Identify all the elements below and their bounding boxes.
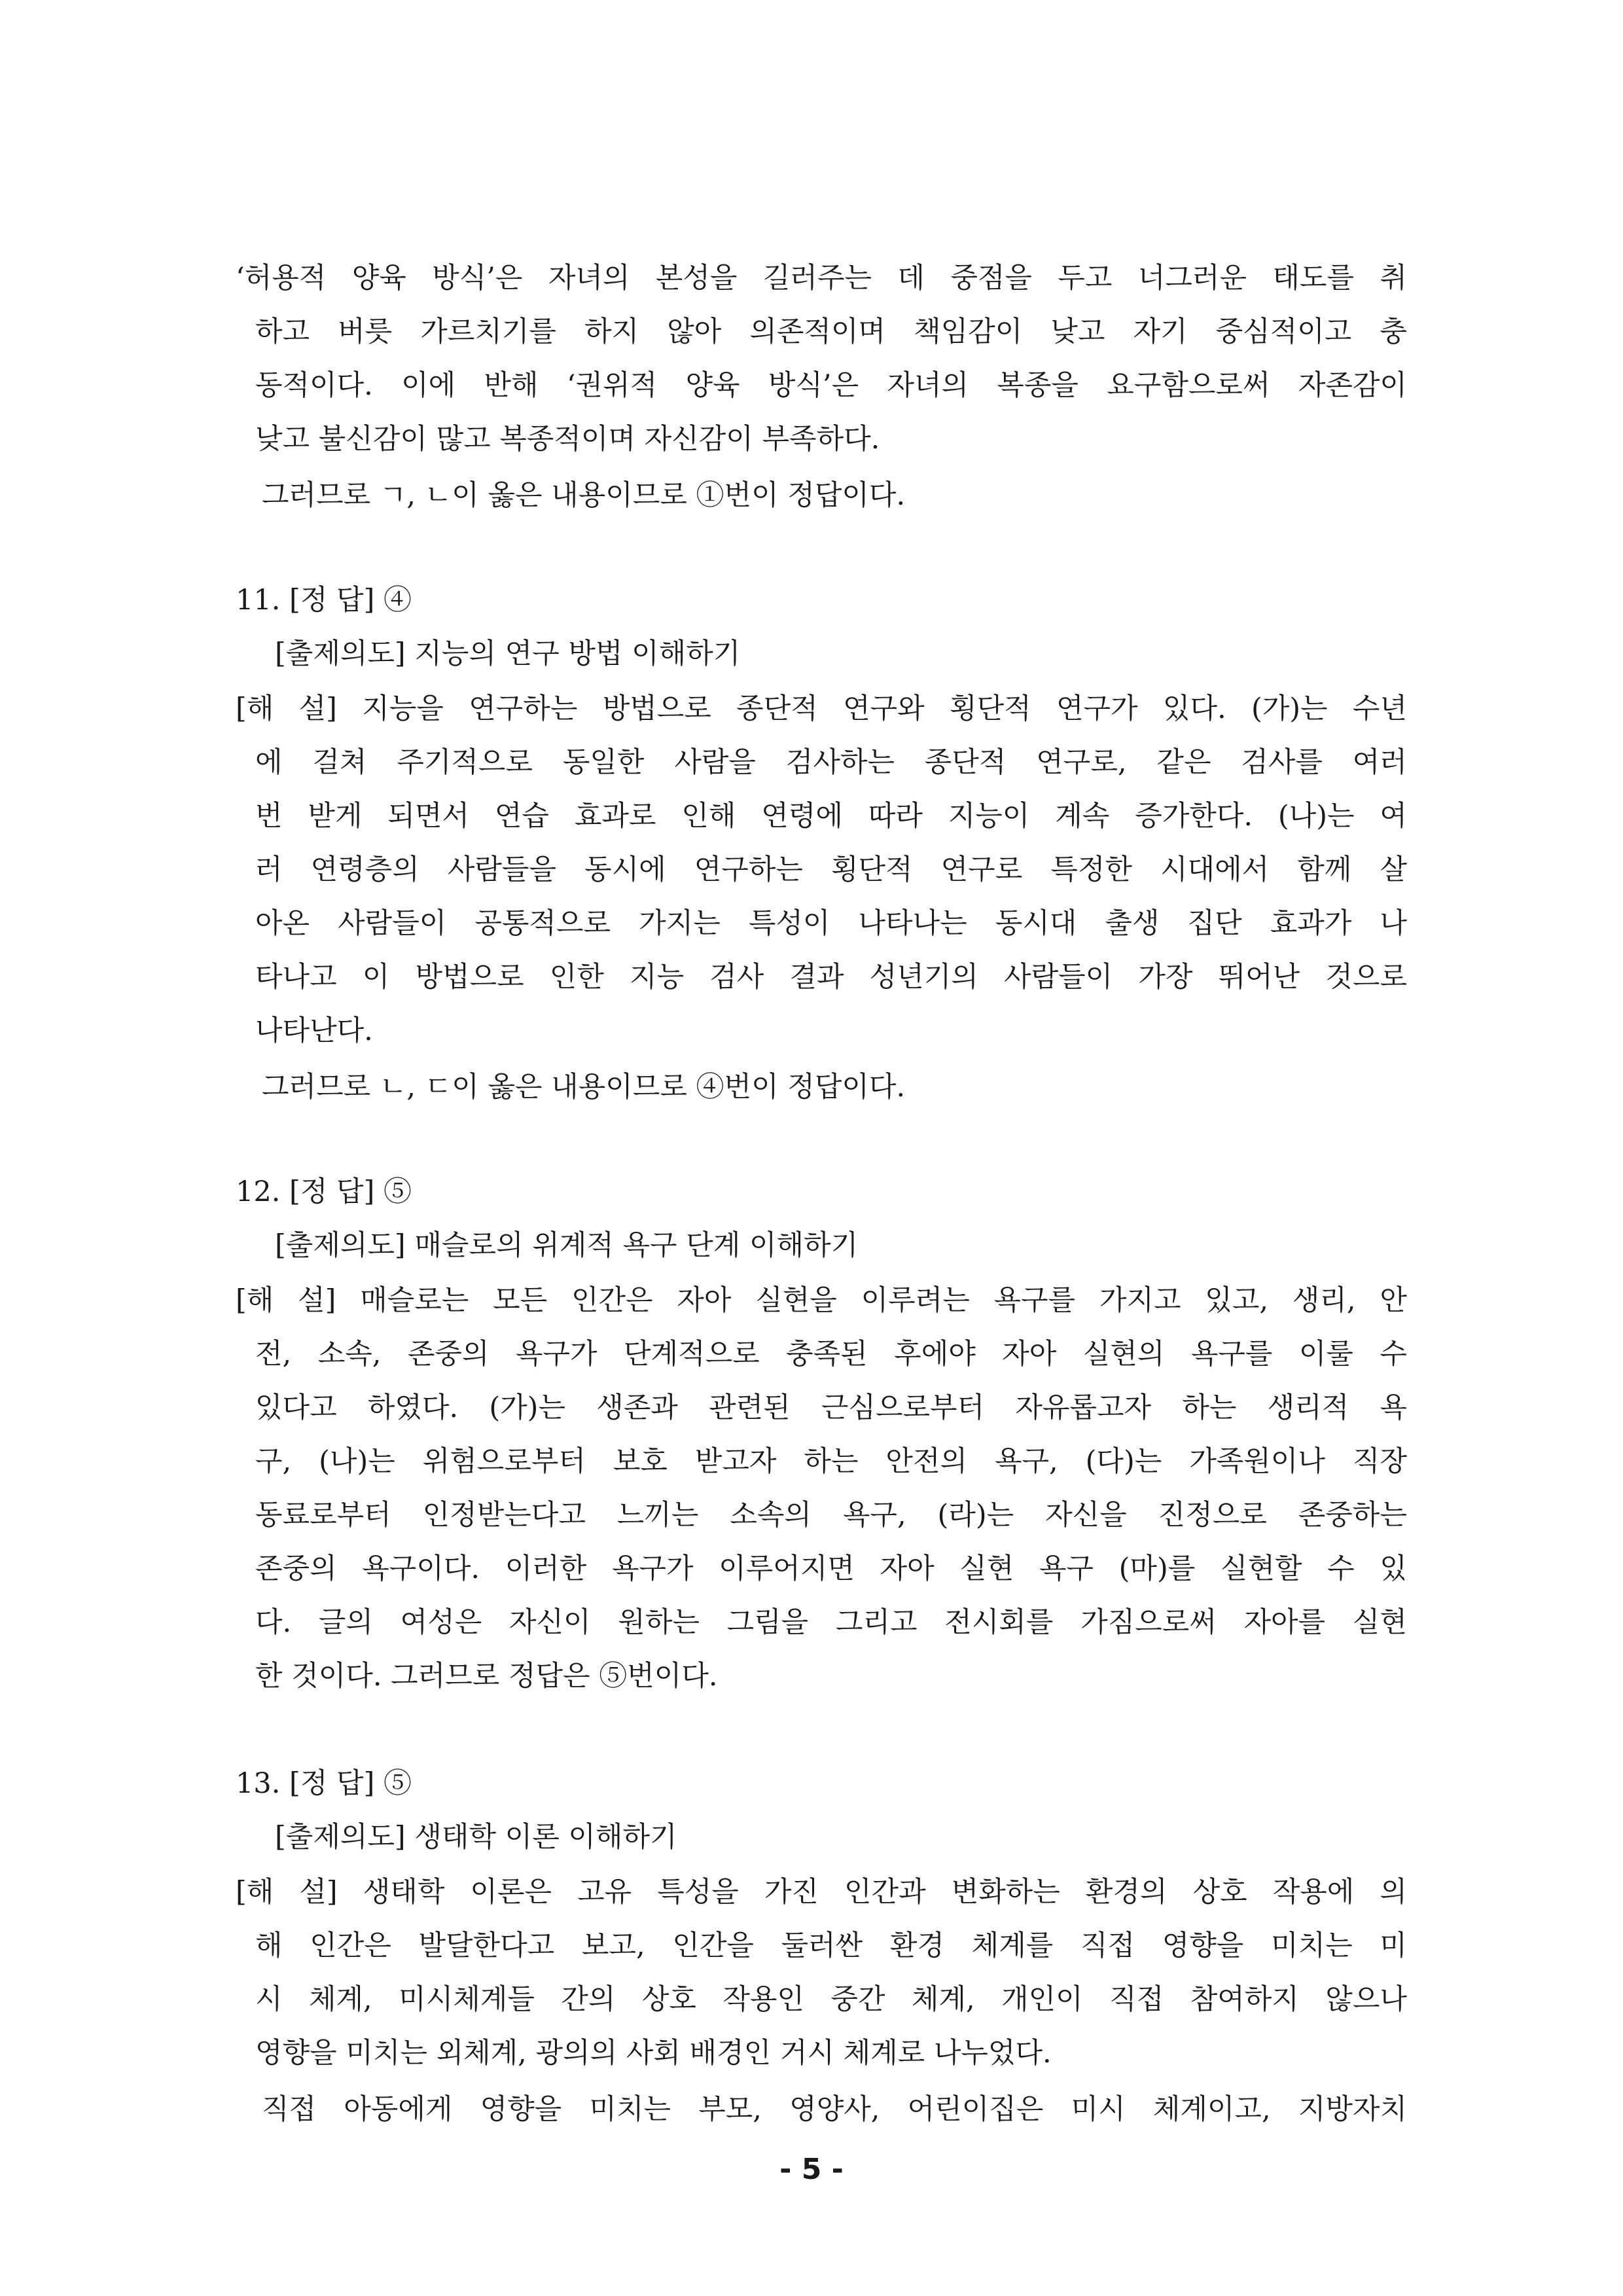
word: (다)는 [1085, 1445, 1162, 1478]
q12-explanation-line: 한 것이다. 그러므로 정답은 ⑤번이다. [255, 1660, 718, 1693]
q12-explanation-line [236, 1281, 1407, 1320]
word: 사람들이 [1004, 961, 1113, 994]
word: 너그러운 [1137, 262, 1247, 295]
word: 길러주는 [762, 262, 872, 295]
word: 검사를 [1241, 746, 1323, 779]
word: 해 [255, 1929, 283, 1962]
word: (가)는 [1251, 692, 1328, 725]
word: 부모, [698, 2093, 762, 2126]
word: 욕구를 [993, 1284, 1076, 1317]
word: 변화하는 [951, 1876, 1060, 1909]
word: 자존감이 [1298, 369, 1407, 402]
word: 직접 [1109, 1983, 1164, 2016]
word: 의 [1380, 1876, 1407, 1909]
word: 욕구가 [611, 1552, 694, 1585]
word: 연구하는 [694, 853, 803, 886]
word: 사람들이 [338, 907, 447, 940]
intro-line [236, 259, 1407, 298]
word: 중점을 [950, 262, 1032, 295]
word: 가장 [1138, 961, 1193, 994]
word: 생리적 [1267, 1391, 1349, 1424]
word: 여 [1380, 800, 1407, 833]
word: ‘권위적 [566, 369, 658, 402]
word: 매슬로는 [360, 1284, 469, 1317]
word: 두고 [1058, 262, 1113, 295]
word: 의존적이며 [749, 315, 886, 348]
word: 취 [1380, 262, 1407, 295]
word: 자기 [1133, 315, 1188, 348]
word: 소속, [317, 1338, 382, 1371]
word: 횡단적 [950, 692, 1031, 725]
word: (마)를 [1118, 1552, 1196, 1585]
word: 미시 [1071, 2093, 1126, 2126]
word: 것으로 [1325, 961, 1407, 994]
word: 생리, [1292, 1284, 1356, 1317]
word: 직접 [1080, 1929, 1135, 1962]
word: 이에 [401, 369, 456, 402]
word: 미치는 [1271, 1929, 1353, 1962]
word: 느끼는 [616, 1499, 699, 1532]
word: 간의 [561, 1983, 616, 2016]
word: 설] [298, 1284, 336, 1317]
word: 미시체계들 [399, 1983, 535, 2016]
word: 이룰 [1298, 1338, 1353, 1371]
word: 자신이 [508, 1606, 591, 1639]
word: 이루어지면 [719, 1552, 855, 1585]
word: 참여하지 [1190, 1983, 1299, 2016]
q12-explanation-line [255, 1335, 1407, 1374]
word: 욕구, [842, 1499, 906, 1532]
word: 둘러싼 [781, 1929, 863, 1962]
word: 환경 [889, 1929, 944, 1962]
intro-conclusion: 그러므로 ㄱ, ㄴ이 옳은 내용이므로 ①번이 정답이다. [262, 479, 906, 512]
word: 보호 [613, 1445, 668, 1478]
word: 특정한 [1050, 853, 1132, 886]
word: 존중의 [255, 1552, 337, 1585]
word: 자녀의 [887, 369, 969, 402]
word: 자아 [880, 1552, 935, 1585]
word: 종단적 [924, 746, 1007, 779]
word: 양육 [351, 262, 406, 295]
word: 않으나 [1325, 1983, 1407, 2016]
q12-explanation-line [255, 1549, 1407, 1588]
word: 욕구이다. [362, 1552, 480, 1585]
word: (나)는 [319, 1445, 395, 1478]
word: (라)는 [937, 1499, 1014, 1532]
word: 근심으로부터 [821, 1391, 985, 1424]
word: 연구로 [940, 853, 1023, 886]
q12-intent: [출제의도] 매슬로의 위계적 욕구 단계 이해하기 [275, 1229, 859, 1262]
word: 중심적이고 [1215, 315, 1352, 348]
word: 다. [255, 1606, 292, 1639]
word: 미 [1380, 1929, 1407, 1962]
word: 주기적으로 [397, 746, 533, 779]
word: 충 [1380, 315, 1407, 348]
word: 인간과 [844, 1876, 926, 1909]
word: 자녀의 [548, 262, 630, 295]
word: 존중하는 [1298, 1499, 1407, 1532]
word: 연령층의 [310, 853, 419, 886]
q13-intent: [출제의도] 생태학 이론 이해하기 [275, 1821, 677, 1854]
word: 자신을 [1045, 1499, 1127, 1532]
word: 인간을 [672, 1929, 754, 1962]
word: 위험으로부터 [422, 1445, 586, 1478]
q13-answer: 13. [정 답] ⑤ [236, 1767, 412, 1800]
word: 인정받는다고 [422, 1499, 586, 1532]
word: 타나고 [255, 961, 337, 994]
word: 안전의 [885, 1445, 968, 1478]
word: 가족원이나 [1189, 1445, 1325, 1478]
q11-explanation-line [255, 958, 1407, 997]
word: 인간은 [571, 1284, 653, 1317]
word: 가지고 [1099, 1284, 1181, 1317]
word: 안 [1380, 1284, 1407, 1317]
word: 버릇 [338, 315, 393, 348]
word: 특성이 [748, 907, 830, 940]
word: 연습 [494, 800, 549, 833]
word: 실현할 [1220, 1552, 1302, 1585]
intro-line: 낮고 불신감이 많고 복종적이며 자신감이 부족하다. [255, 423, 880, 456]
word: 나 [1380, 907, 1407, 940]
q11-explanation-line [255, 743, 1407, 782]
word: 직장 [1352, 1445, 1407, 1478]
word: 효과가 [1270, 907, 1352, 940]
word: 집단 [1187, 907, 1242, 940]
word: [해 [236, 1876, 274, 1909]
word: 아동에게 [344, 2093, 453, 2126]
q13-next-paragraph [262, 2090, 1407, 2129]
word: 횡단적 [830, 853, 913, 886]
q11-explanation-line [255, 850, 1407, 889]
word: 자아 [677, 1284, 732, 1317]
word: 구, [255, 1445, 292, 1478]
word: 복종을 [997, 369, 1079, 402]
word: 욕구 [1039, 1552, 1094, 1585]
q11-conclusion: 그러므로 ㄴ, ㄷ이 옳은 내용이므로 ④번이 정답이다. [262, 1071, 906, 1103]
word: 책임감이 [914, 315, 1023, 348]
word: 체계이고, [1152, 2093, 1271, 2126]
word: 검사하는 [785, 746, 895, 779]
q11-intent: [출제의도] 지능의 연구 방법 이해하기 [275, 637, 741, 670]
intro-line [255, 312, 1407, 351]
word: 방식’은 [768, 369, 859, 402]
word: 같은 [1156, 746, 1211, 779]
word: 번 [255, 800, 283, 833]
word: 살 [1380, 853, 1407, 886]
word: 영향을 [1162, 1929, 1244, 1962]
word: 후에야 [894, 1338, 976, 1371]
word: 인간은 [310, 1929, 391, 1962]
word: 여성은 [400, 1606, 482, 1639]
word: 효과로 [574, 800, 656, 833]
word: 욕구, [994, 1445, 1058, 1478]
word: 증가한다. [1135, 800, 1253, 833]
word: 환경의 [1085, 1876, 1168, 1909]
word: 동료로부터 [255, 1499, 391, 1532]
q13-explanation-line [236, 1873, 1407, 1912]
word: 미치는 [589, 2093, 671, 2126]
word: 존중의 [407, 1338, 490, 1371]
word: 인한 [549, 961, 604, 994]
word: 자유롭고자 [1015, 1391, 1152, 1424]
word: 가르치기를 [420, 315, 556, 348]
word: 공통적으로 [474, 907, 611, 940]
word: 데 [897, 262, 925, 295]
page-number: - 5 - [779, 2153, 844, 2186]
word: 지능 [630, 961, 685, 994]
word: 관련된 [709, 1391, 791, 1424]
word: 연구로, [1036, 746, 1127, 779]
word: 상호 [1192, 1876, 1247, 1909]
q11-answer: 11. [정 답] ④ [236, 584, 412, 617]
word: 작용인 [722, 1983, 804, 2016]
word: 작용에 [1272, 1876, 1355, 1909]
word: 실현을 [755, 1284, 837, 1317]
word: 종단적 [736, 692, 818, 725]
word: 전, [255, 1338, 292, 1371]
word: 글의 [318, 1606, 373, 1639]
word: (가)는 [489, 1391, 565, 1424]
word: 방법으로 [602, 692, 711, 725]
q13-explanation-line [255, 1980, 1407, 2019]
word: 설] [298, 692, 337, 725]
word: 자아를 [1243, 1606, 1326, 1639]
word: 결과 [789, 961, 844, 994]
word: 어린이집은 [907, 2093, 1044, 2126]
word: 원하는 [618, 1606, 700, 1639]
word: 수년 [1352, 692, 1407, 725]
word: 뛰어난 [1218, 961, 1300, 994]
word: (나)는 [1277, 800, 1355, 833]
word: 되면서 [387, 800, 469, 833]
word: 보고, [581, 1929, 645, 1962]
word: 영양사, [789, 2093, 880, 2126]
word: 단계적으로 [623, 1338, 760, 1371]
word: 가지는 [639, 907, 721, 940]
word: 동시대 [995, 907, 1077, 940]
q12-explanation-line [255, 1496, 1407, 1535]
word: 동일한 [562, 746, 645, 779]
word: 중간 [830, 1983, 885, 2016]
word: 생태학 [363, 1876, 445, 1909]
word: 러 [255, 853, 283, 886]
q11-explanation-line [255, 797, 1407, 836]
word: 하였다. [367, 1391, 459, 1424]
word: 연구와 [843, 692, 925, 725]
q13-explanation-line [255, 1926, 1407, 1965]
word: 수 [1327, 1552, 1355, 1585]
word: 받고자 [694, 1445, 777, 1478]
word: 낮고 [1050, 315, 1105, 348]
word: 가진 [764, 1876, 819, 1909]
word: [해 [236, 1284, 274, 1317]
word: 전시회를 [944, 1606, 1054, 1639]
word: 특성을 [657, 1876, 739, 1909]
word: 사람을 [674, 746, 756, 779]
word: 있 [1380, 1552, 1407, 1585]
word: 하는 [804, 1445, 859, 1478]
word: 직접 [262, 2093, 317, 2126]
word: 아온 [255, 907, 310, 940]
word: 체계를 [971, 1929, 1054, 1962]
word: 실현 [1352, 1606, 1407, 1639]
word: 수 [1380, 1338, 1407, 1371]
word: 욕구가 [515, 1338, 597, 1371]
word: 하는 [1182, 1391, 1237, 1424]
word: 나타나는 [858, 907, 967, 940]
word: 설] [299, 1876, 338, 1909]
q12-explanation-line [255, 1603, 1407, 1642]
q13-explanation-line: 영향을 미치는 외체계, 광의의 사회 배경인 거시 체계로 나누었다. [255, 2037, 1052, 2070]
word: 검사 [709, 961, 764, 994]
word: 욕구를 [1190, 1338, 1273, 1371]
word: ‘허용적 [236, 262, 327, 295]
word: 방식’은 [432, 262, 523, 295]
word: 동시에 [584, 853, 666, 886]
word: 그리고 [835, 1606, 918, 1639]
word: 시대에서 [1160, 853, 1270, 886]
word: 걸쳐 [312, 746, 367, 779]
word: 계속 [1055, 800, 1110, 833]
q11-explanation-line [236, 689, 1407, 728]
word: 이루려는 [861, 1284, 970, 1317]
word: 성년기의 [869, 961, 978, 994]
word: 요구함으로써 [1107, 369, 1270, 402]
word: 따라 [868, 800, 923, 833]
word: 시 [255, 1983, 283, 2016]
word: 자아 [1002, 1338, 1057, 1371]
word: 모든 [493, 1284, 548, 1317]
word: 이론은 [470, 1876, 552, 1909]
intro-line [255, 366, 1407, 405]
word: 사람들을 [447, 853, 556, 886]
q12-answer: 12. [정 답] ⑤ [236, 1175, 412, 1208]
word: 양육 [685, 369, 740, 402]
q11-explanation-line: 나타난다. [255, 1014, 373, 1047]
word: 체계, [308, 1983, 372, 2016]
word: 욕 [1380, 1391, 1407, 1424]
word: 연령에 [761, 800, 843, 833]
word: 동적이다. [255, 369, 373, 402]
q11-explanation-line [255, 904, 1407, 943]
word: 체계, [911, 1983, 975, 2016]
word: 생존과 [596, 1391, 678, 1424]
word: 받게 [308, 800, 363, 833]
word: 가짐으로써 [1080, 1606, 1217, 1639]
word: 본성을 [655, 262, 738, 295]
word: 실현의 [1082, 1338, 1165, 1371]
word: 방법으로 [415, 961, 524, 994]
word: 지능이 [948, 800, 1030, 833]
word: 이 [362, 961, 390, 994]
word: 발달한다고 [418, 1929, 555, 1962]
word: 고유 [577, 1876, 632, 1909]
word: 개인이 [1001, 1983, 1083, 2016]
word: 하지 [584, 315, 639, 348]
word: 에 [255, 746, 283, 779]
word: 상호 [641, 1983, 696, 2016]
word: [해 [236, 692, 274, 725]
word: 지능을 [362, 692, 444, 725]
word: 인해 [681, 800, 736, 833]
word: 연구하는 [469, 692, 578, 725]
word: 않아 [667, 315, 722, 348]
word: 충족된 [786, 1338, 868, 1371]
word: 연구가 [1056, 692, 1138, 725]
word: 태도를 [1272, 262, 1355, 295]
word: 있고, [1205, 1284, 1269, 1317]
word: 함께 [1297, 853, 1352, 886]
word: 있다고 [255, 1391, 337, 1424]
word: 반해 [484, 369, 539, 402]
word: 지방자치 [1298, 2093, 1407, 2126]
word: 출생 [1105, 907, 1160, 940]
q12-explanation-line [255, 1388, 1407, 1427]
word: 영향을 [480, 2093, 562, 2126]
q12-explanation-line [255, 1442, 1407, 1481]
word: 실현 [959, 1552, 1014, 1585]
word: 이러한 [505, 1552, 587, 1585]
word: 있다. [1162, 692, 1226, 725]
word: 하고 [255, 315, 310, 348]
word: 그림을 [726, 1606, 809, 1639]
word: 여러 [1352, 746, 1407, 779]
word: 진정으로 [1158, 1499, 1267, 1532]
word: 소속의 [730, 1499, 812, 1532]
